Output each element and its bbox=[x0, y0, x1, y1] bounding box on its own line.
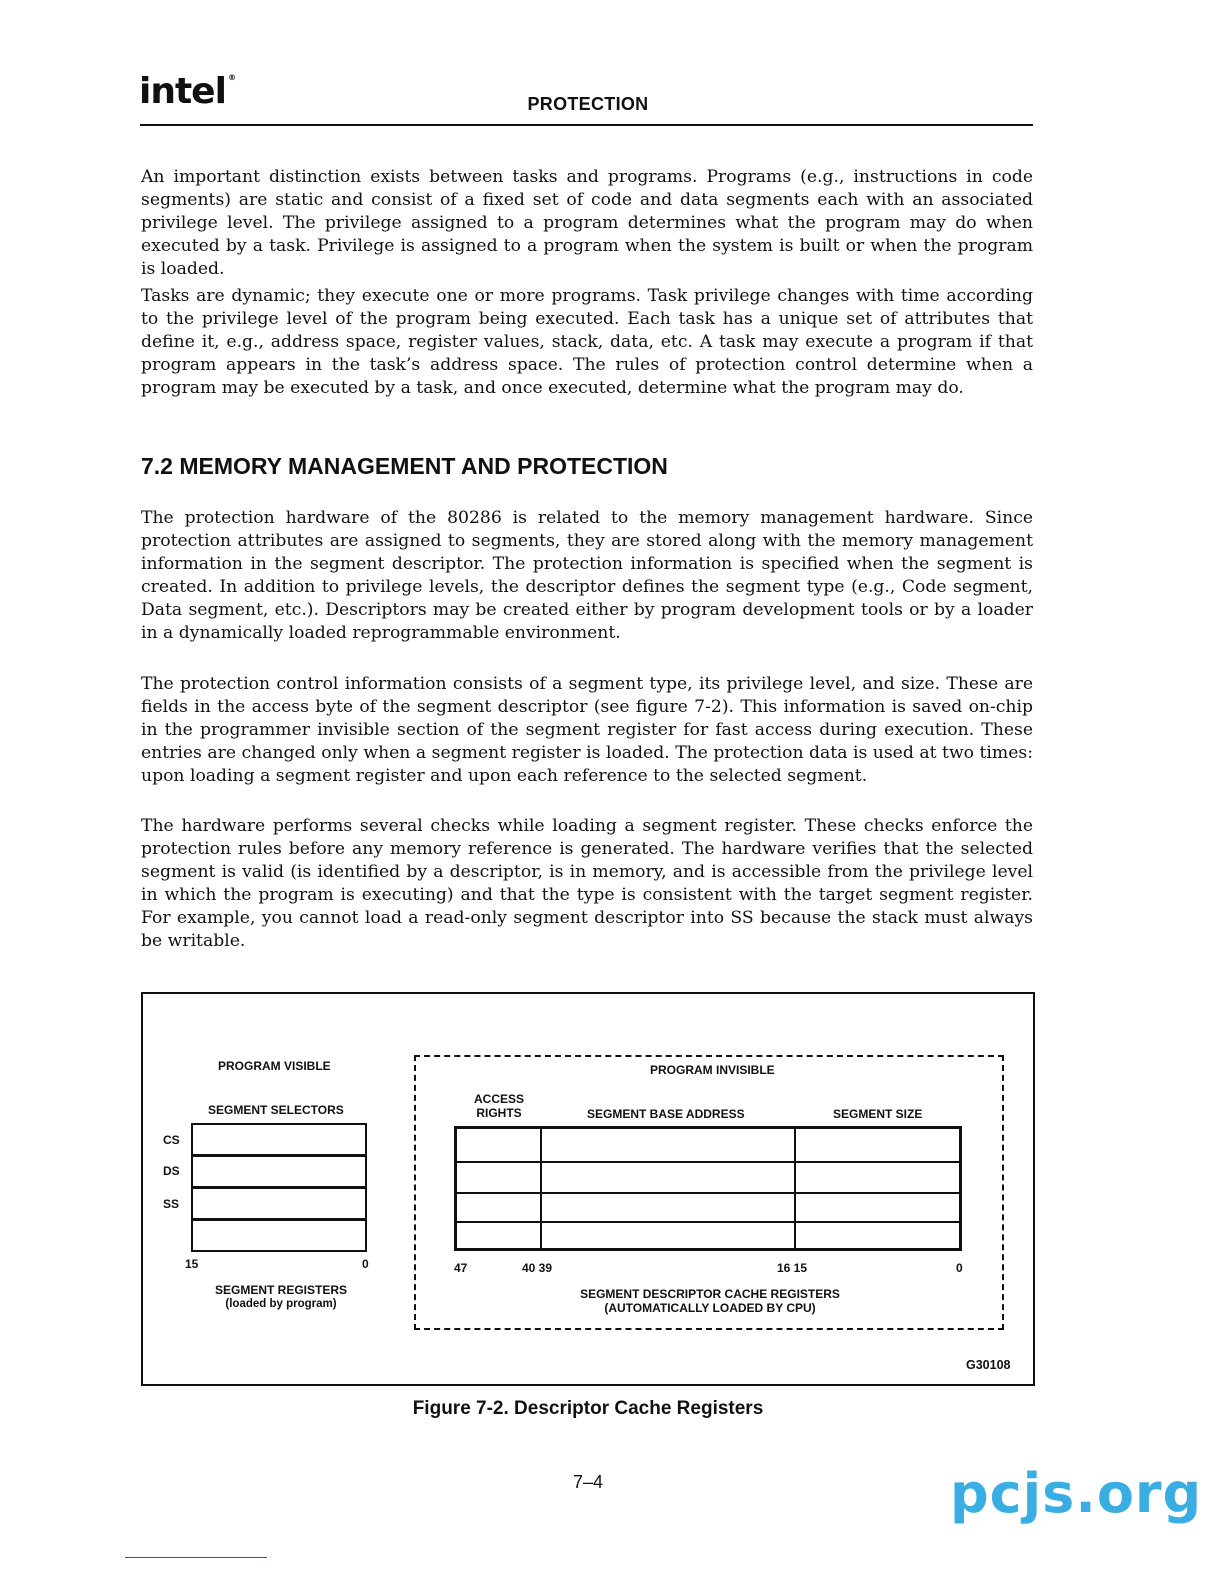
bottom-divider bbox=[125, 1557, 267, 1558]
page-number: 7–4 bbox=[572, 1472, 604, 1492]
paragraph-tasks-programs: An important distinction exists between tasks and programs. Programs (e.g., instructions in code segments) are static and consist of a fixed set of code and data segments each with an associated privilege level. The privilege assigned to a program determines what the program may do when executed by a task. Privilege is assigned to a program when the system is built or when the program is loaded. bbox=[141, 167, 1033, 280]
invisible-region-left-border bbox=[414, 1055, 416, 1330]
invisible-region-bottom-border bbox=[414, 1328, 1004, 1330]
paragraph-protection-control: The protection control information consists of a segment type, its privilege level, and size. These are fields in the access byte of the segment descriptor (see figure 7-2). This information is saved on-chip in the programmer invisible section of the segment register for fast access during execution. These entries are changed only when a segment register is loaded. The protection data is used at two times: upon loading a segment register and upon each reference to the selected segment. bbox=[141, 674, 1033, 787]
segment-selectors-label: SEGMENT SELECTORS bbox=[208, 1103, 344, 1117]
cache-row-divider bbox=[457, 1161, 959, 1163]
cache-column-divider bbox=[540, 1129, 542, 1248]
cache-row-divider bbox=[457, 1192, 959, 1194]
access-rights-label: ACCESS RIGHTS bbox=[473, 1092, 524, 1120]
invisible-region-top-border bbox=[414, 1055, 1004, 1057]
program-visible-label: PROGRAM VISIBLE bbox=[218, 1059, 331, 1073]
paragraph-protection-hardware: The protection hardware of the 80286 is related to the memory management hardware. Since protection attributes are assigned to segments, they are stored along with the memory management information in the segment descriptor. The protection information is specified when the segment is created. In addition to privilege levels, the descriptor defines the segment type (e.g., Code segment, Data segment, etc.). Descriptors may be created either by program development tools or by a loader in a dynamically loaded reprogrammable environment. bbox=[141, 508, 1033, 644]
segment-size-label: SEGMENT SIZE bbox=[833, 1107, 923, 1121]
invisible-region-right-border bbox=[1002, 1055, 1004, 1330]
cache-row-divider bbox=[457, 1221, 959, 1223]
selector-register-ss bbox=[191, 1187, 367, 1220]
cache-column-divider bbox=[794, 1129, 796, 1248]
paragraph-tasks-dynamic: Tasks are dynamic; they execute one or more programs. Task privilege changes with time according to the privilege level of the program being executed. Each task has a unique set of attributes that define it, e.g., address space, register values, stack, data, etc. A task may execute a program if that program appears in the task’s address space. The rules of protection control determine when a program may be executed by a task, and once executed, determine what the program may do. bbox=[141, 286, 1033, 399]
bit-label-40-39: 40 39 bbox=[522, 1261, 553, 1275]
intel-logo: intel ® bbox=[139, 71, 235, 112]
descriptor-cache-table bbox=[454, 1126, 962, 1251]
figure-caption: Figure 7-2. Descriptor Cache Registers bbox=[412, 1398, 764, 1419]
program-invisible-label: PROGRAM INVISIBLE bbox=[650, 1063, 775, 1077]
bit-label-47: 47 bbox=[454, 1261, 468, 1275]
selector-register-cs bbox=[191, 1123, 367, 1156]
selector-register-ds bbox=[191, 1155, 367, 1188]
section-heading: 7.2 MEMORY MANAGEMENT AND PROTECTION bbox=[141, 453, 668, 479]
bit-label-16-15: 16 15 bbox=[777, 1261, 808, 1275]
register-label-cs: CS bbox=[163, 1133, 180, 1147]
paragraph-hardware-checks: The hardware performs several checks while loading a segment register. These checks enforce the protection rules before any memory reference is generated. The hardware verifies that the selected segment is valid (is identified by a descriptor, is in memory, and is accessible from the privilege level in which the program is executing) and that the type is consistent with the target segment register. For example, you cannot load a read-only segment descriptor into SS because the stack must always be writable. bbox=[141, 816, 1033, 952]
bit-label-0-right: 0 bbox=[956, 1261, 963, 1275]
page-header-title: PROTECTION bbox=[527, 94, 649, 114]
register-label-ds: DS bbox=[163, 1164, 180, 1178]
header-rule bbox=[140, 124, 1033, 126]
register-label-ss: SS bbox=[163, 1197, 180, 1211]
watermark: pcjs.org bbox=[950, 1462, 1203, 1525]
segment-base-address-label: SEGMENT BASE ADDRESS bbox=[587, 1107, 745, 1121]
segment-registers-label: SEGMENT REGISTERS (loaded by program) bbox=[214, 1283, 348, 1310]
selector-register-extra bbox=[191, 1219, 367, 1252]
cache-registers-label: SEGMENT DESCRIPTOR CACHE REGISTERS (AUTOMATICALLY LOADED BY CPU) bbox=[580, 1287, 840, 1315]
figure-id: G30108 bbox=[966, 1358, 1011, 1372]
bit-label-15: 15 bbox=[185, 1257, 199, 1271]
bit-label-0-left: 0 bbox=[362, 1257, 369, 1271]
